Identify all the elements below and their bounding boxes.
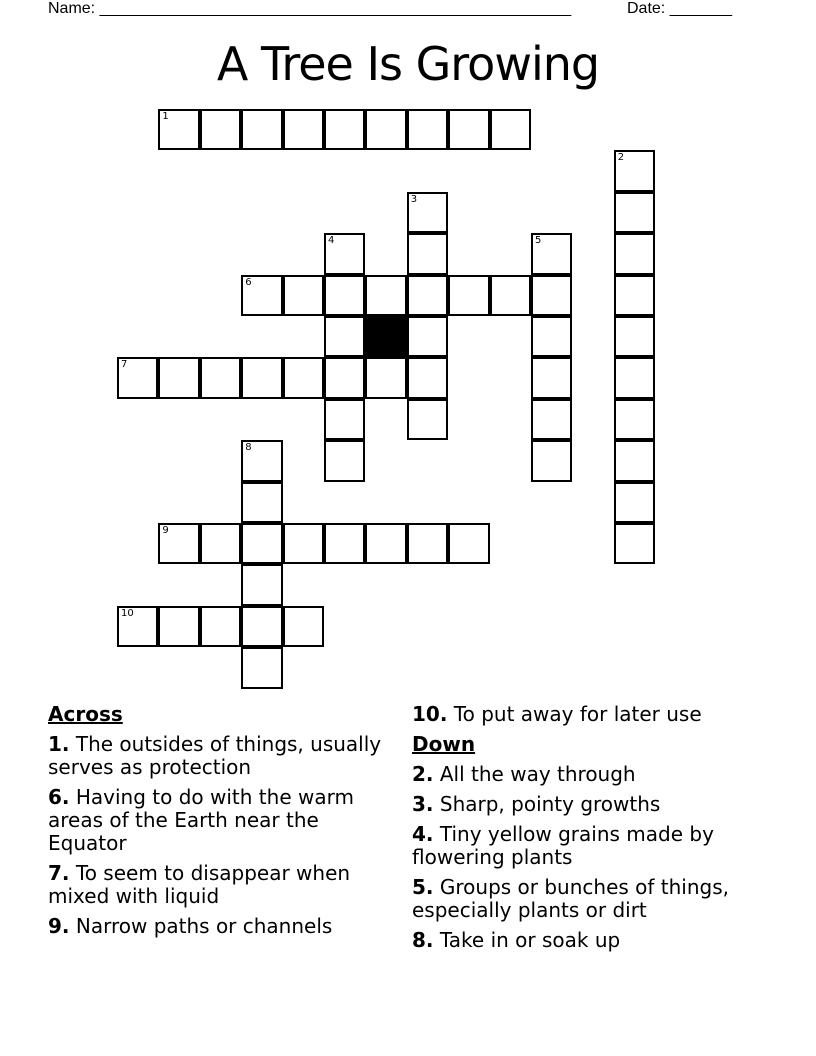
grid-cell[interactable]: [324, 109, 365, 150]
date-field-label: Date: _______: [627, 0, 732, 17]
grid-cell[interactable]: [614, 523, 655, 564]
grid-cell[interactable]: [407, 192, 448, 233]
clue-number: 10: [121, 607, 134, 619]
grid-cell[interactable]: [283, 275, 324, 316]
grid-cell[interactable]: [324, 440, 365, 481]
clue-across-9: 9. Narrow paths or channels: [48, 914, 333, 938]
grid-cell[interactable]: [283, 606, 324, 647]
grid-cell[interactable]: [407, 233, 448, 274]
grid-cell[interactable]: [324, 316, 365, 357]
grid-cell[interactable]: [531, 233, 572, 274]
grid-cell[interactable]: [158, 606, 199, 647]
grid-cell[interactable]: [490, 275, 531, 316]
grid-cell[interactable]: [365, 275, 406, 316]
grid-cell[interactable]: [283, 357, 324, 398]
grid-cell[interactable]: [531, 357, 572, 398]
grid-cell[interactable]: [324, 399, 365, 440]
grid-cell[interactable]: [448, 109, 489, 150]
grid-cell[interactable]: [324, 357, 365, 398]
grid-cell[interactable]: [490, 109, 531, 150]
grid-cell[interactable]: [407, 523, 448, 564]
grid-cell[interactable]: [614, 233, 655, 274]
grid-cell[interactable]: [241, 606, 282, 647]
clue-number: 4: [328, 235, 335, 247]
grid-cell[interactable]: [614, 192, 655, 233]
clue-down-4: 4. Tiny yellow grains made by flowering plants: [412, 822, 714, 869]
clue-number: 5: [535, 235, 542, 247]
name-field-label: Name: _____________________________________________________: [48, 0, 572, 17]
grid-cell[interactable]: [283, 109, 324, 150]
grid-cell[interactable]: [407, 109, 448, 150]
grid-cell[interactable]: [117, 606, 158, 647]
across-heading: Across: [48, 702, 123, 726]
grid-cell[interactable]: [407, 399, 448, 440]
grid-cell[interactable]: [200, 109, 241, 150]
grid-cell[interactable]: [407, 357, 448, 398]
black-cell: [365, 316, 406, 357]
grid-cell[interactable]: [241, 275, 282, 316]
grid-cell[interactable]: [241, 564, 282, 605]
grid-cell[interactable]: [324, 523, 365, 564]
grid-cell[interactable]: [200, 523, 241, 564]
clue-down-2: 2. All the way through: [412, 762, 636, 786]
grid-cell[interactable]: [365, 109, 406, 150]
grid-cell[interactable]: [241, 482, 282, 523]
grid-cell[interactable]: [241, 109, 282, 150]
clue-across-10: 10. To put away for later use: [412, 702, 702, 726]
grid-cell[interactable]: [614, 316, 655, 357]
grid-cell[interactable]: [117, 357, 158, 398]
clue-down-5: 5. Groups or bunches of things, especially plants or dirt: [412, 875, 730, 922]
grid-cell[interactable]: [241, 523, 282, 564]
grid-cell[interactable]: [200, 606, 241, 647]
page-title: A Tree Is Growing: [216, 37, 600, 91]
clue-number: 1: [162, 111, 169, 122]
grid-cell[interactable]: [614, 399, 655, 440]
grid-cell[interactable]: [614, 275, 655, 316]
grid-cell[interactable]: [531, 399, 572, 440]
clue-across-7: 7. To seem to disappear when mixed with liquid: [48, 861, 351, 908]
clue-number: 7: [121, 359, 128, 371]
grid-cell[interactable]: [158, 109, 199, 150]
grid-cell[interactable]: [614, 440, 655, 481]
clue-number: 3: [410, 193, 418, 205]
clue-down-3: 3. Sharp, pointy growths: [412, 792, 661, 816]
grid-cell[interactable]: [448, 275, 489, 316]
grid-cell[interactable]: [614, 357, 655, 398]
grid-cell[interactable]: [200, 357, 241, 398]
grid-cell[interactable]: [241, 357, 282, 398]
grid-cell[interactable]: [531, 316, 572, 357]
grid-cell[interactable]: [531, 275, 572, 316]
clue-number: 2: [617, 152, 625, 164]
grid-cell[interactable]: [531, 440, 572, 481]
grid-cell[interactable]: [614, 150, 655, 191]
grid-cell[interactable]: [283, 523, 324, 564]
grid-cell[interactable]: [158, 357, 199, 398]
clue-across-1: 1. The outsides of things, usually serves as protection: [48, 732, 382, 779]
down-heading: Down: [412, 732, 476, 756]
clue-down-8: 8. Take in or soak up: [412, 928, 621, 952]
grid-cell[interactable]: [407, 316, 448, 357]
clues-column-right: [412, 703, 772, 959]
grid-cell[interactable]: [324, 233, 365, 274]
grid-cell[interactable]: [158, 523, 199, 564]
grid-cell[interactable]: [241, 647, 282, 688]
clue-number: 6: [245, 276, 252, 288]
grid-cell[interactable]: [365, 523, 406, 564]
grid-cell[interactable]: [324, 275, 365, 316]
clue-across-6: 6. Having to do with the warm areas of the Earth near the Equator: [48, 785, 354, 855]
grid-cell[interactable]: [614, 482, 655, 523]
clue-number: 9: [162, 525, 169, 536]
grid-cell[interactable]: [365, 357, 406, 398]
clues-column-left: [48, 703, 388, 945]
clue-number: 8: [245, 442, 252, 454]
grid-cell[interactable]: [448, 523, 489, 564]
grid-cell[interactable]: [407, 275, 448, 316]
grid-cell[interactable]: [241, 440, 282, 481]
